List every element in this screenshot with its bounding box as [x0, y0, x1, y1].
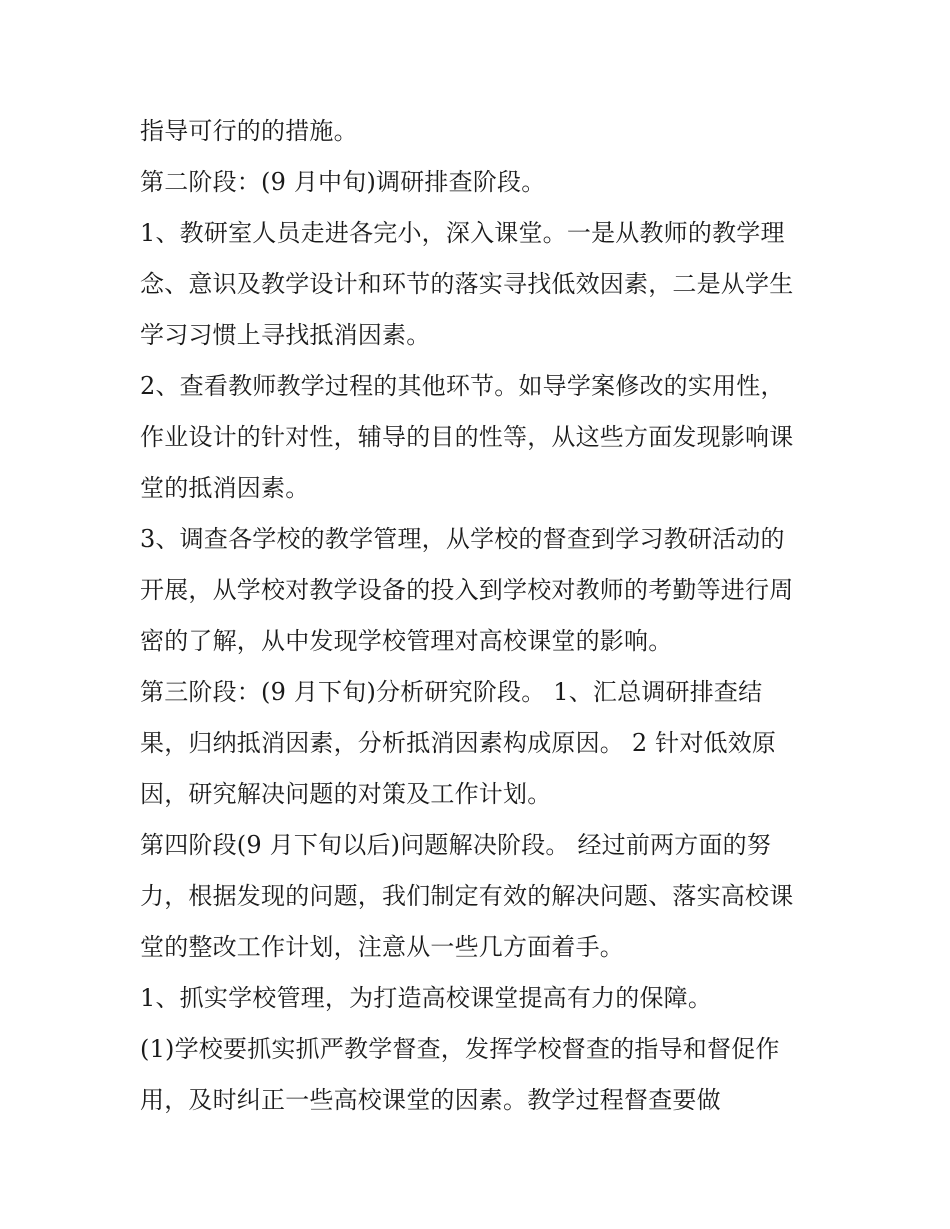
text-line: 堂的抵消因素。 — [140, 474, 310, 502]
text-line: (1)学校要抓实抓严教学督查，发挥学校督查的指导和督促作 — [140, 1035, 780, 1063]
text-line: 1、抓实学校管理，为打造高校课堂提高有力的保障。 — [140, 984, 713, 1012]
text-line: 作业设计的针对性，辅导的目的性等，从这些方面发现影响课 — [140, 423, 794, 451]
text-line: 学习习惯上寻找抵消因素。 — [140, 321, 431, 349]
text-line: 1、教研室人员走进各完小，深入课堂。一是从教师的教学理 — [140, 219, 785, 247]
document-body — [140, 106, 840, 1126]
text-line: 指导可行的的措施。 — [140, 117, 358, 145]
text-line: 念、意识及教学设计和环节的落实寻找低效因素，二是从学生 — [140, 270, 794, 298]
text-line: 因，研究解决问题的对策及工作计划。 — [140, 780, 552, 808]
text-line: 3、调查各学校的教学管理，从学校的督查到学习教研活动的 — [140, 525, 785, 553]
text-line: 第四阶段(9 月下旬以后)问题解决阶段。 经过前两方面的努 — [140, 831, 772, 859]
text-line: 用，及时纠正一些高校课堂的因素。教学过程督查要做 — [140, 1086, 721, 1114]
text-line: 第三阶段：(9 月下旬)分析研究阶段。 1、汇总调研排查结 — [140, 678, 763, 706]
text-line: 2、查看教师教学过程的其他环节。如导学案修改的实用性， — [140, 372, 785, 400]
text-line: 力，根据发现的问题，我们制定有效的解决问题、落实高校课 — [140, 882, 794, 910]
text-line: 密的了解，从中发现学校管理对高校课堂的影响。 — [140, 627, 673, 655]
text-line: 堂的整改工作计划，注意从一些几方面着手。 — [140, 933, 624, 961]
text-line: 第二阶段：(9 月中旬)调研排查阶段。 — [140, 168, 546, 196]
text-line: 开展，从学校对教学设备的投入到学校对教师的考勤等进行周 — [140, 576, 794, 604]
text-line: 果，归纳抵消因素，分析抵消因素构成原因。 2 针对低效原 — [140, 729, 777, 757]
